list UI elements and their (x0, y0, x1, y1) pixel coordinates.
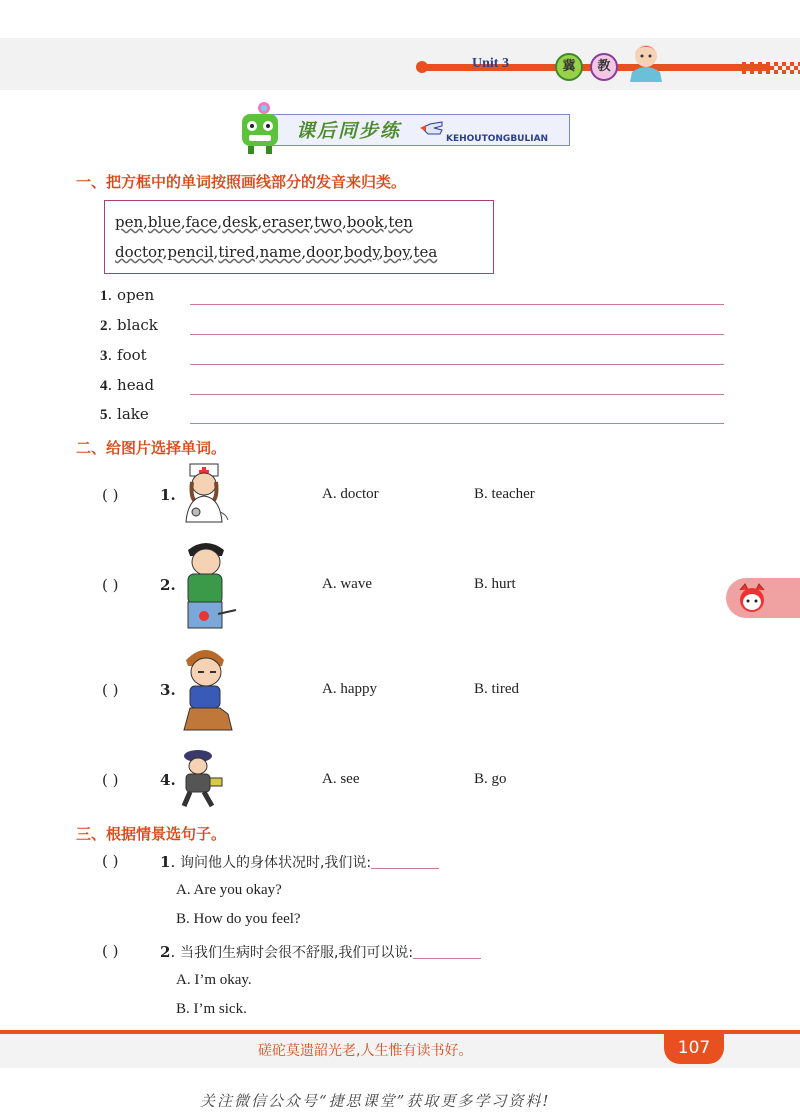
classify-item: 3. foot (100, 346, 147, 364)
item-number: 2 (100, 318, 108, 334)
tired-boy-picture (176, 644, 238, 736)
answer-parenthesis[interactable]: ( ) (102, 486, 119, 504)
word-row-2: doctor,pencil,tired,name,door,body,boy,tea (115, 243, 438, 261)
question-number: 3. (160, 681, 176, 699)
nurse-picture (176, 462, 234, 524)
banner-pinyin: KEHOUTONGBULIAN (446, 134, 549, 144)
option-a[interactable]: A. happy (322, 681, 377, 697)
classify-item: 4. head (100, 376, 155, 394)
question-number-value: 2 (160, 943, 171, 961)
option-a[interactable]: A. I’m okay. (176, 972, 252, 988)
hand-pointer-icon (420, 118, 444, 138)
item-word: head (117, 376, 155, 394)
word-row-1: pen,blue,face,desk,eraser,two,book,ten (115, 213, 413, 231)
item-number: 3 (100, 348, 108, 364)
option-b[interactable]: B. teacher (474, 486, 535, 502)
badge-ji: 冀 (555, 53, 583, 81)
answer-line[interactable] (190, 304, 724, 305)
question-number: 1. (160, 486, 176, 504)
girl-mascot-icon (622, 38, 670, 84)
option-b[interactable]: B. tired (474, 681, 519, 697)
question-number-value: 1 (160, 853, 171, 871)
question-prompt: 2. 当我们生病时会很不舒服,我们可以说: (160, 942, 481, 962)
word-item: doctor (115, 243, 163, 261)
item-word: open (117, 286, 155, 304)
option-a[interactable]: A. Are you okay? (176, 882, 282, 898)
word-item: face (185, 213, 218, 231)
cat-face-icon (736, 582, 768, 614)
question-number: 4. (160, 771, 176, 789)
answer-line[interactable] (190, 334, 724, 335)
banner (224, 100, 576, 158)
option-b[interactable]: B. I’m sick. (176, 1001, 247, 1017)
word-item: pencil (167, 243, 214, 261)
item-word: black (117, 316, 158, 334)
question-number-value: 4 (160, 771, 171, 789)
item-word: lake (117, 405, 149, 423)
word-item: eraser (262, 213, 310, 231)
side-tab (726, 578, 800, 618)
header-checker (738, 62, 800, 74)
option-b[interactable]: B. How do you feel? (176, 911, 301, 927)
question-number-value: 1 (160, 486, 171, 504)
question-prompt: 1. 询问他人的身体状况时,我们说: (160, 852, 439, 872)
word-item: boy (383, 243, 409, 261)
answer-parenthesis[interactable]: ( ) (102, 576, 119, 594)
item-number: 5 (100, 407, 108, 423)
option-b[interactable]: B. go (474, 771, 507, 787)
option-a[interactable]: A. wave (322, 576, 372, 592)
option-a[interactable]: A. see (322, 771, 360, 787)
question-number: 2. (160, 576, 176, 594)
classify-item: 2. black (100, 316, 158, 334)
answer-blank[interactable] (371, 868, 439, 869)
classify-item: 1. open (100, 286, 155, 304)
word-item: blue (147, 213, 181, 231)
boy-hurt-picture (174, 540, 238, 632)
badge-jiao: 教 (590, 53, 618, 81)
unit-label: Unit 3 (472, 56, 509, 71)
banner-title: 课后同步练 (296, 120, 402, 142)
word-item: door (306, 243, 340, 261)
answer-line[interactable] (190, 423, 724, 424)
word-item: name (259, 243, 302, 261)
prompt-text: 当我们生病时会很不舒服,我们可以说: (179, 945, 414, 961)
page-number: 107 (664, 1032, 724, 1064)
answer-line[interactable] (190, 364, 724, 365)
prompt-text: 询问他人的身体状况时,我们说: (179, 855, 372, 871)
answer-parenthesis[interactable]: ( ) (102, 942, 119, 960)
section3-title: 三、根据情景选句子。 (76, 825, 227, 843)
answer-parenthesis[interactable]: ( ) (102, 681, 119, 699)
section2-title: 二、给图片选择单词。 (76, 439, 227, 457)
answer-parenthesis[interactable]: ( ) (102, 771, 119, 789)
word-item: body (344, 243, 379, 261)
word-item: pen (115, 213, 144, 231)
walking-man-picture (176, 748, 226, 808)
word-item: ten (388, 213, 413, 231)
word-box (104, 200, 494, 274)
answer-parenthesis[interactable]: ( ) (102, 852, 119, 870)
item-number: 1 (100, 288, 108, 304)
option-a[interactable]: A. doctor (322, 486, 379, 502)
answer-line[interactable] (190, 394, 724, 395)
item-number: 4 (100, 378, 108, 394)
option-b[interactable]: B. hurt (474, 576, 516, 592)
classify-item: 5. lake (100, 405, 149, 423)
word-item: two (314, 213, 343, 231)
question-number-value: 2 (160, 576, 171, 594)
item-word: foot (117, 346, 147, 364)
green-monster-icon (234, 102, 284, 156)
footer-quote: 磋砣莫遗韶光老,人生惟有读书好。 (258, 1043, 473, 1059)
word-item: desk (222, 213, 258, 231)
watermark-text: 关注微信公众号“捷思课堂”获取更多学习资料! (200, 1092, 551, 1110)
section1-title: 一、把方框中的单词按照画线部分的发音来归类。 (76, 173, 407, 191)
word-item: tea (413, 243, 438, 261)
word-item: book (346, 213, 384, 231)
answer-blank[interactable] (413, 958, 481, 959)
word-item: tired (218, 243, 255, 261)
question-number-value: 3 (160, 681, 171, 699)
